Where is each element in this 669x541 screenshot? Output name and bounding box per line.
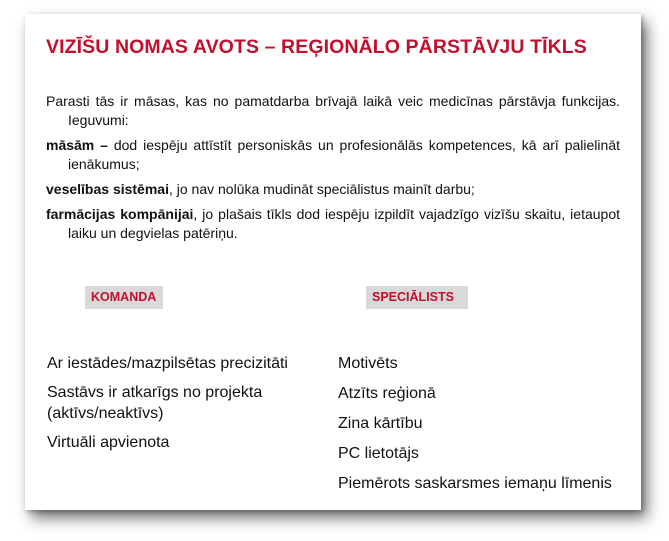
list-item: Atzīts reģionā [338, 385, 436, 402]
benefit-term: farmācijas kompānijai [46, 206, 194, 222]
slide-title: VIZĪŠU NOMAS AVOTS – REĢIONĀLO PĀRSTĀVJU TĪKLS [46, 36, 587, 58]
benefit-text: , jo plašais tīkls dod iespēju izpildīt vajadzīgo vizīšu skaitu, ietaupot laiku un degvielas patēriņu. [68, 206, 620, 241]
list-item: Motivēts [338, 355, 398, 372]
specialist-list [338, 353, 638, 503]
benefit-text: dod iespēju attīstīt personiskās un profesionālās kompetences, kā arī palielināt ienākumus; [68, 137, 620, 172]
list-item: Sastāvs ir atkarīgs no projekta (aktīvs/neaktīvs) [47, 384, 263, 422]
intro-paragraph: Parasti tās ir māsas, kas no pamatdarba brīvajā laikā veic medicīnas pārstāvja funkcijas. Ieguvumi: [46, 93, 620, 128]
list-item: Piemērots saskarsmes iemaņu līmenis [338, 475, 612, 492]
benefit-nurses [46, 136, 620, 174]
slide-body [46, 92, 620, 249]
benefit-pharma [46, 205, 620, 243]
benefit-text: , jo nav nolūka mudināt speciālistus mainīt darbu; [168, 181, 475, 197]
list-item: Zina kārtību [338, 415, 423, 432]
benefit-health-system [46, 180, 620, 199]
benefit-term: veselības sistēmai [46, 181, 169, 197]
list-item: Ar iestādes/mazpilsētas precizitāti [47, 355, 288, 372]
team-label: KOMANDA [85, 286, 163, 309]
specialist-label: SPECIĀLISTS [366, 286, 468, 309]
team-list [47, 353, 307, 461]
list-item: PC lietotājs [338, 445, 419, 462]
list-item: Virtuāli apvienota [47, 434, 170, 451]
benefit-term: māsām – [46, 137, 108, 153]
slide [25, 14, 641, 510]
